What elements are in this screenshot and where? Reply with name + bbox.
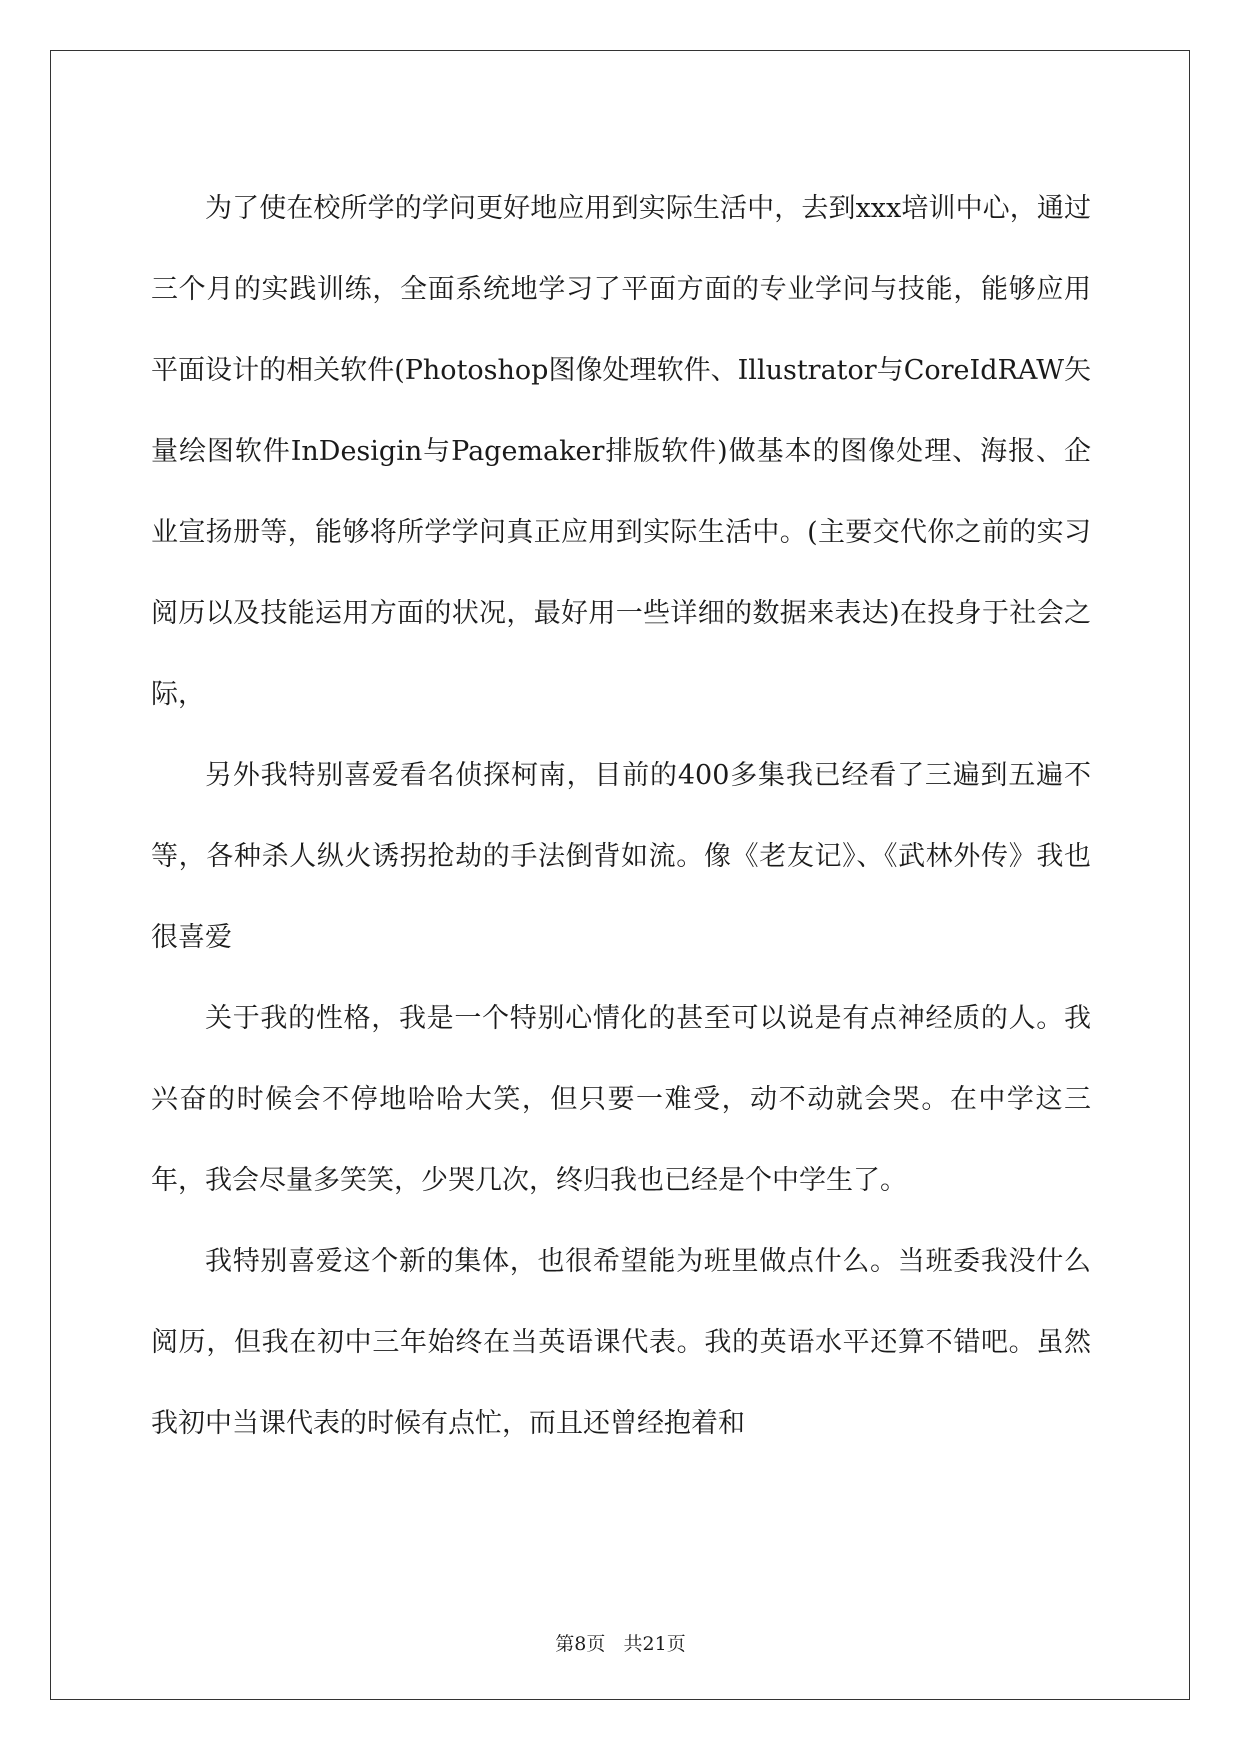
page-number: 第8页 [555,1633,606,1655]
document-body [151,168,1091,1464]
page-footer [0,1632,1241,1656]
paragraph-4: 我特别喜爱这个新的集体，也很希望能为班里做点什么。当班委我没什么阅历，但我在初中三年始终在当英语课代表。我的英语水平还算不错吧。虽然我初中当课代表的时候有点忙，而且还曾经抱着和 [151,1246,1091,1439]
page-total: 共21页 [623,1633,686,1655]
paragraph-2: 另外我特别喜爱看名侦探柯南，目前的400多集我已经看了三遍到五遍不等，各种杀人纵火诱拐抢劫的手法倒背如流。像《老友记》、《武林外传》我也很喜爱 [151,760,1091,953]
paragraph-3: 关于我的性格，我是一个特别心情化的甚至可以说是有点神经质的人。我兴奋的时候会不停地哈哈大笑，但只要一难受，动不动就会哭。在中学这三年，我会尽量多笑笑，少哭几次，终归我也已经是个中学生了。 [151,1003,1091,1196]
paragraph-1: 为了使在校所学的学问更好地应用到实际生活中，去到xxx培训中心，通过三个月的实践训练，全面系统地学习了平面方面的专业学问与技能，能够应用平面设计的相关软件(Photoshop图像处理软件、Illustrator与CoreIdRAW矢量绘图软件InDesigin与Pagemaker排版软件)做基本的图像处理、海报、企业宣扬册等，能够将所学学问真正应用到实际生活中。(主要交代你之前的实习阅历以及技能运用方面的状况，最好用一些详细的数据来表达)在投身于社会之际， [151,193,1091,710]
